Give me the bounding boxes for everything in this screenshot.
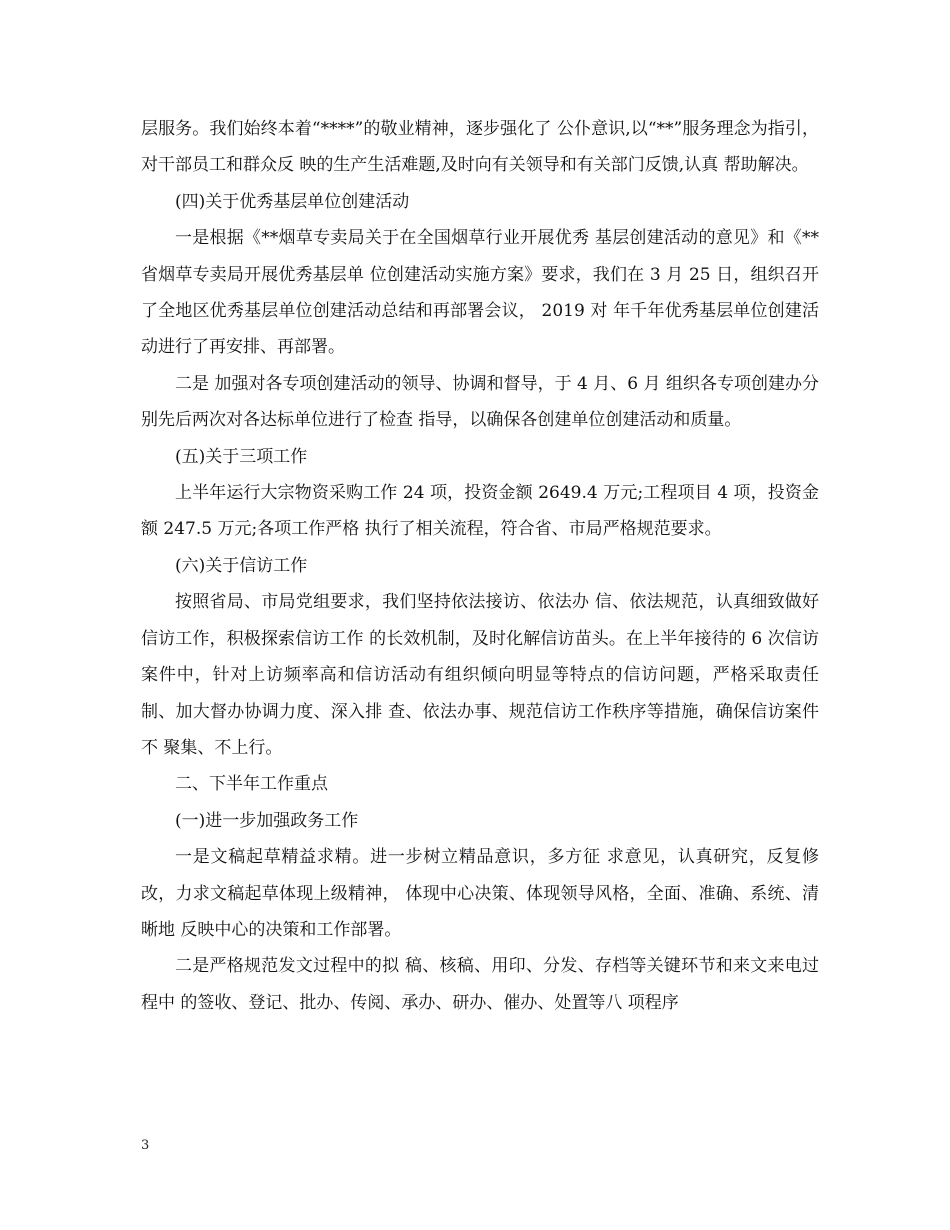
section-heading-6: (六)关于信访工作 [175, 555, 308, 576]
chapter-heading-2: 二、下半年工作重点 [175, 774, 328, 795]
paragraph: 按照省局、市局党组要求，我们坚持依法接访、依法办 信、依法规范，认真细致做好信访工作，积极探索信访工作 的长效机制，及时化解信访苗头。在上半年接待的 6 次信访 案件中，针对上访频率高和信访活动有组织倾向明显等特点的信访问题，严格采取责任制、加大督办协调力度、深入排 查、依法办事、规范信访工作秩序等措施，确保信访案件不 聚集、不上行。 [141, 592, 819, 758]
section-heading-5: (五)关于三项工作 [175, 446, 308, 467]
paragraph: 上半年运行大宗物资采购工作 24 项，投资金额 2649.4 万元;工程项目 4 项，投资金额 247.5 万元;各项工作严格 执行了相关流程，符合省、市局严格规范要求。 [141, 483, 819, 540]
paragraph-continuation: 层服务。我们始终本着“****”的敬业精神，逐步强化了 公仆意识,以“**”服务理念为指引，对干部员工和群众反 映的生产生活难题,及时向有关领导和有关部门反馈,认真 帮助解决。 [141, 119, 819, 176]
paragraph: 一是根据《**烟草专卖局关于在全国烟草行业开展优秀 基层创建活动的意见》和《**省烟草专卖局开展优秀基层单 位创建活动实施方案》要求，我们在 3 月 25 日，组织召开 了全地区优秀基层单位创建活动总结和再部署会议， 2019 对 年千年优秀基层单位创建活动进行了再安排、再部署。 [141, 228, 819, 358]
paragraph: 二是 加强对各专项创建活动的领导、协调和督导，于 4 月、6 月 组织各专项创建办分别先后两次对各达标单位进行了检查 指导，以确保各创建单位创建活动和质量。 [141, 373, 819, 431]
section-heading-1: (一)进一步加强政务工作 [175, 810, 359, 831]
paragraph: 一是文稿起草精益求精。进一步树立精品意识，多方征 求意见，认真研究，反复修改，力求文稿起草体现上级精神， 体现中心决策、体现领导风格，全面、准确、系统、清晰地 反映中心的决策和工作部署。 [141, 847, 819, 940]
document-body [141, 111, 819, 1021]
page-number: 3 [141, 1138, 150, 1153]
paragraph: 二是严格规范发文过程中的拟 稿、核稿、用印、分发、存档等关键环节和来文来电过程中 的签收、登记、批办、传阅、承办、研办、催办、处置等八 项程序 [141, 956, 819, 1013]
section-heading-4: (四)关于优秀基层单位创建活动 [175, 191, 410, 212]
